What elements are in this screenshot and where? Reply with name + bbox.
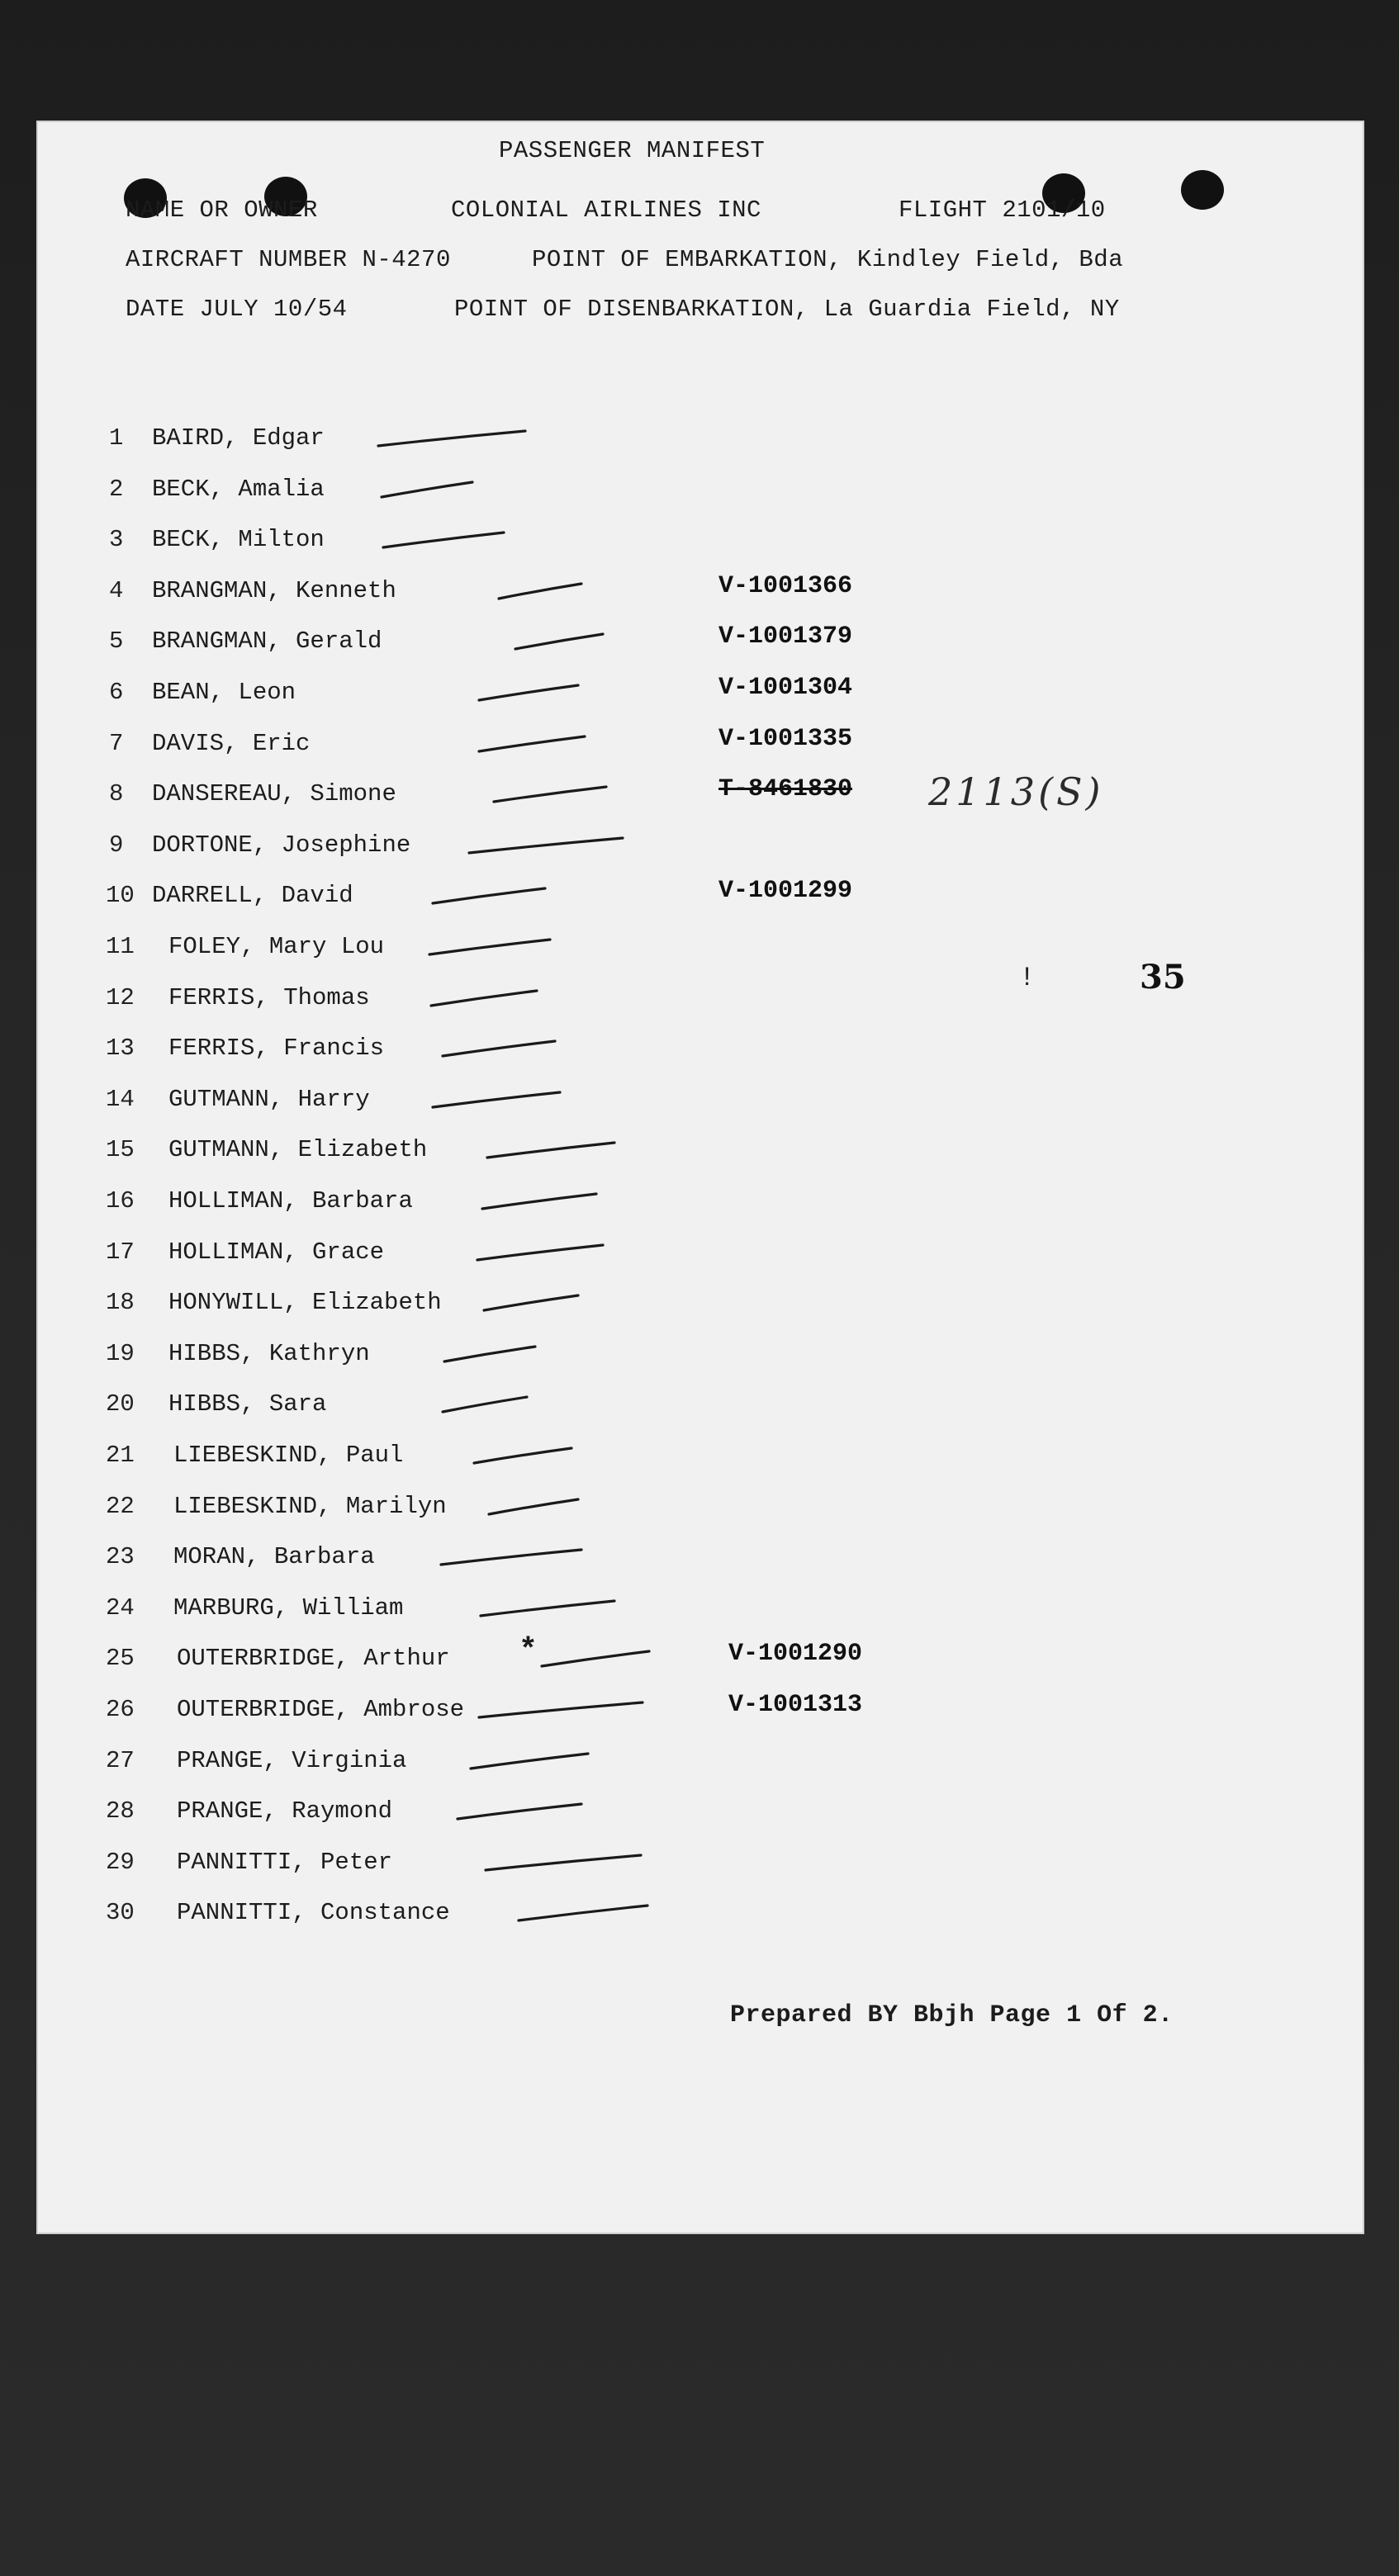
pen-tick — [484, 1295, 578, 1310]
row-number: 17 — [106, 1238, 135, 1266]
row-number: 21 — [106, 1442, 135, 1469]
row-number: 16 — [106, 1187, 135, 1215]
pen-tick — [481, 1601, 614, 1616]
passenger-name: GUTMANN, Harry — [168, 1086, 370, 1113]
pen-tick — [487, 1143, 614, 1158]
passenger-name: FERRIS, Thomas — [168, 984, 370, 1011]
passenger-name: PRANGE, Virginia — [177, 1747, 407, 1774]
passenger-name: DARRELL, David — [152, 882, 353, 909]
exclamation-mark: ! — [1019, 963, 1036, 993]
row-number: 29 — [106, 1849, 135, 1876]
handwritten-note: 2113(S) — [928, 769, 1104, 814]
pen-tick — [471, 1754, 588, 1769]
pen-tick — [519, 1906, 647, 1920]
row-number: 7 — [109, 730, 124, 757]
pen-tick — [433, 1092, 560, 1107]
pen-tick — [383, 533, 504, 547]
row-number: 24 — [106, 1594, 135, 1622]
flight-number: FLIGHT 2101/10 — [899, 197, 1106, 224]
pen-tick — [474, 1448, 571, 1463]
row-number: 23 — [106, 1543, 135, 1570]
row-number: 4 — [109, 577, 124, 604]
row-number: 8 — [109, 780, 124, 807]
passenger-name: DORTONE, Josephine — [152, 831, 411, 859]
passenger-name: MARBURG, William — [173, 1594, 404, 1622]
row-number: 1 — [109, 424, 124, 452]
row-number: 15 — [106, 1136, 135, 1163]
pen-tick — [443, 1041, 555, 1056]
manifest-page — [36, 121, 1364, 2234]
row-number: 20 — [106, 1390, 135, 1418]
passenger-name: PRANGE, Raymond — [177, 1797, 393, 1825]
row-number: 27 — [106, 1747, 135, 1774]
visa-number: T-8461830 — [718, 775, 853, 803]
manifest-date: DATE JULY 10/54 — [126, 296, 348, 323]
page-stamp-number: 35 — [1140, 958, 1186, 997]
pen-tick — [441, 1550, 581, 1565]
passenger-name: HONYWILL, Elizabeth — [168, 1289, 442, 1316]
row-number: 28 — [106, 1797, 135, 1825]
pen-tick — [489, 1499, 578, 1514]
row-number: 11 — [106, 933, 135, 960]
row-number: 19 — [106, 1340, 135, 1367]
pen-tick — [479, 1702, 643, 1717]
asterisk-mark: * — [519, 1633, 538, 1669]
row-number: 5 — [109, 627, 124, 655]
row-number: 10 — [106, 882, 135, 909]
passenger-name: DANSEREAU, Simone — [152, 780, 396, 807]
row-number: 25 — [106, 1645, 135, 1672]
pen-tick — [479, 736, 585, 751]
pen-tick — [479, 685, 578, 700]
passenger-name: LIEBESKIND, Paul — [173, 1442, 404, 1469]
aircraft-number: AIRCRAFT NUMBER N-4270 — [126, 246, 451, 273]
manifest-title: PASSENGER MANIFEST — [499, 137, 766, 164]
pen-tick — [431, 991, 537, 1006]
passenger-name: MORAN, Barbara — [173, 1543, 375, 1570]
passenger-name: OUTERBRIDGE, Arthur — [177, 1645, 450, 1672]
pen-tick — [486, 1855, 641, 1870]
pen-tick — [444, 1347, 535, 1361]
passenger-name: FERRIS, Francis — [168, 1035, 385, 1062]
pen-tick — [469, 838, 623, 853]
pen-tick-marks — [36, 121, 1364, 2234]
row-number: 26 — [106, 1696, 135, 1723]
pen-tick — [443, 1397, 527, 1412]
row-number: 22 — [106, 1493, 135, 1520]
passenger-name: HOLLIMAN, Barbara — [168, 1187, 413, 1215]
visa-number: V-1001290 — [728, 1640, 863, 1668]
passenger-name: FOLEY, Mary Lou — [168, 933, 385, 960]
visa-number: V-1001335 — [718, 725, 853, 753]
pen-tick — [515, 634, 603, 649]
pen-tick — [429, 940, 550, 954]
row-number: 18 — [106, 1289, 135, 1316]
owner-label: NAME OR OWNER — [126, 197, 318, 224]
row-number: 9 — [109, 831, 124, 859]
pen-tick — [482, 1194, 596, 1209]
pen-tick — [382, 482, 472, 497]
pen-tick — [477, 1245, 603, 1260]
pen-tick — [499, 584, 581, 599]
passenger-name: BECK, Milton — [152, 526, 325, 553]
row-number: 12 — [106, 984, 135, 1011]
passenger-name: OUTERBRIDGE, Ambrose — [177, 1696, 465, 1723]
passenger-name: BECK, Amalia — [152, 476, 325, 503]
visa-number: V-1001379 — [718, 623, 853, 651]
point-of-disembarkation: POINT OF DISENBARKATION, La Guardia Field, NY — [454, 296, 1120, 323]
passenger-name: LIEBESKIND, Marilyn — [173, 1493, 447, 1520]
passenger-name: BAIRD, Edgar — [152, 424, 325, 452]
passenger-name: BRANGMAN, Kenneth — [152, 577, 396, 604]
row-number: 3 — [109, 526, 124, 553]
row-number: 6 — [109, 679, 124, 706]
pen-tick — [433, 888, 545, 903]
passenger-name: BRANGMAN, Gerald — [152, 627, 382, 655]
visa-number: V-1001366 — [718, 572, 853, 600]
visa-number: V-1001304 — [718, 674, 853, 702]
row-number: 14 — [106, 1086, 135, 1113]
visa-number: V-1001299 — [718, 877, 853, 905]
pen-tick — [494, 787, 606, 802]
pen-tick — [542, 1651, 649, 1666]
airline-name: COLONIAL AIRLINES INC — [451, 197, 761, 224]
point-of-embarkation: POINT OF EMBARKATION, Kindley Field, Bda — [532, 246, 1124, 273]
pen-tick — [378, 431, 525, 446]
passenger-name: PANNITTI, Peter — [177, 1849, 393, 1876]
passenger-name: HOLLIMAN, Grace — [168, 1238, 385, 1266]
pen-tick — [458, 1804, 581, 1819]
passenger-name: PANNITTI, Constance — [177, 1899, 450, 1926]
row-number: 13 — [106, 1035, 135, 1062]
passenger-name: GUTMANN, Elizabeth — [168, 1136, 428, 1163]
prepared-by-footer: Prepared BY Bbjh Page 1 Of 2. — [730, 2001, 1174, 2029]
row-number: 30 — [106, 1899, 135, 1926]
passenger-name: BEAN, Leon — [152, 679, 296, 706]
passenger-name: HIBBS, Sara — [168, 1390, 327, 1418]
passenger-name: HIBBS, Kathryn — [168, 1340, 370, 1367]
visa-number: V-1001313 — [728, 1691, 863, 1719]
passenger-name: DAVIS, Eric — [152, 730, 311, 757]
row-number: 2 — [109, 476, 124, 503]
